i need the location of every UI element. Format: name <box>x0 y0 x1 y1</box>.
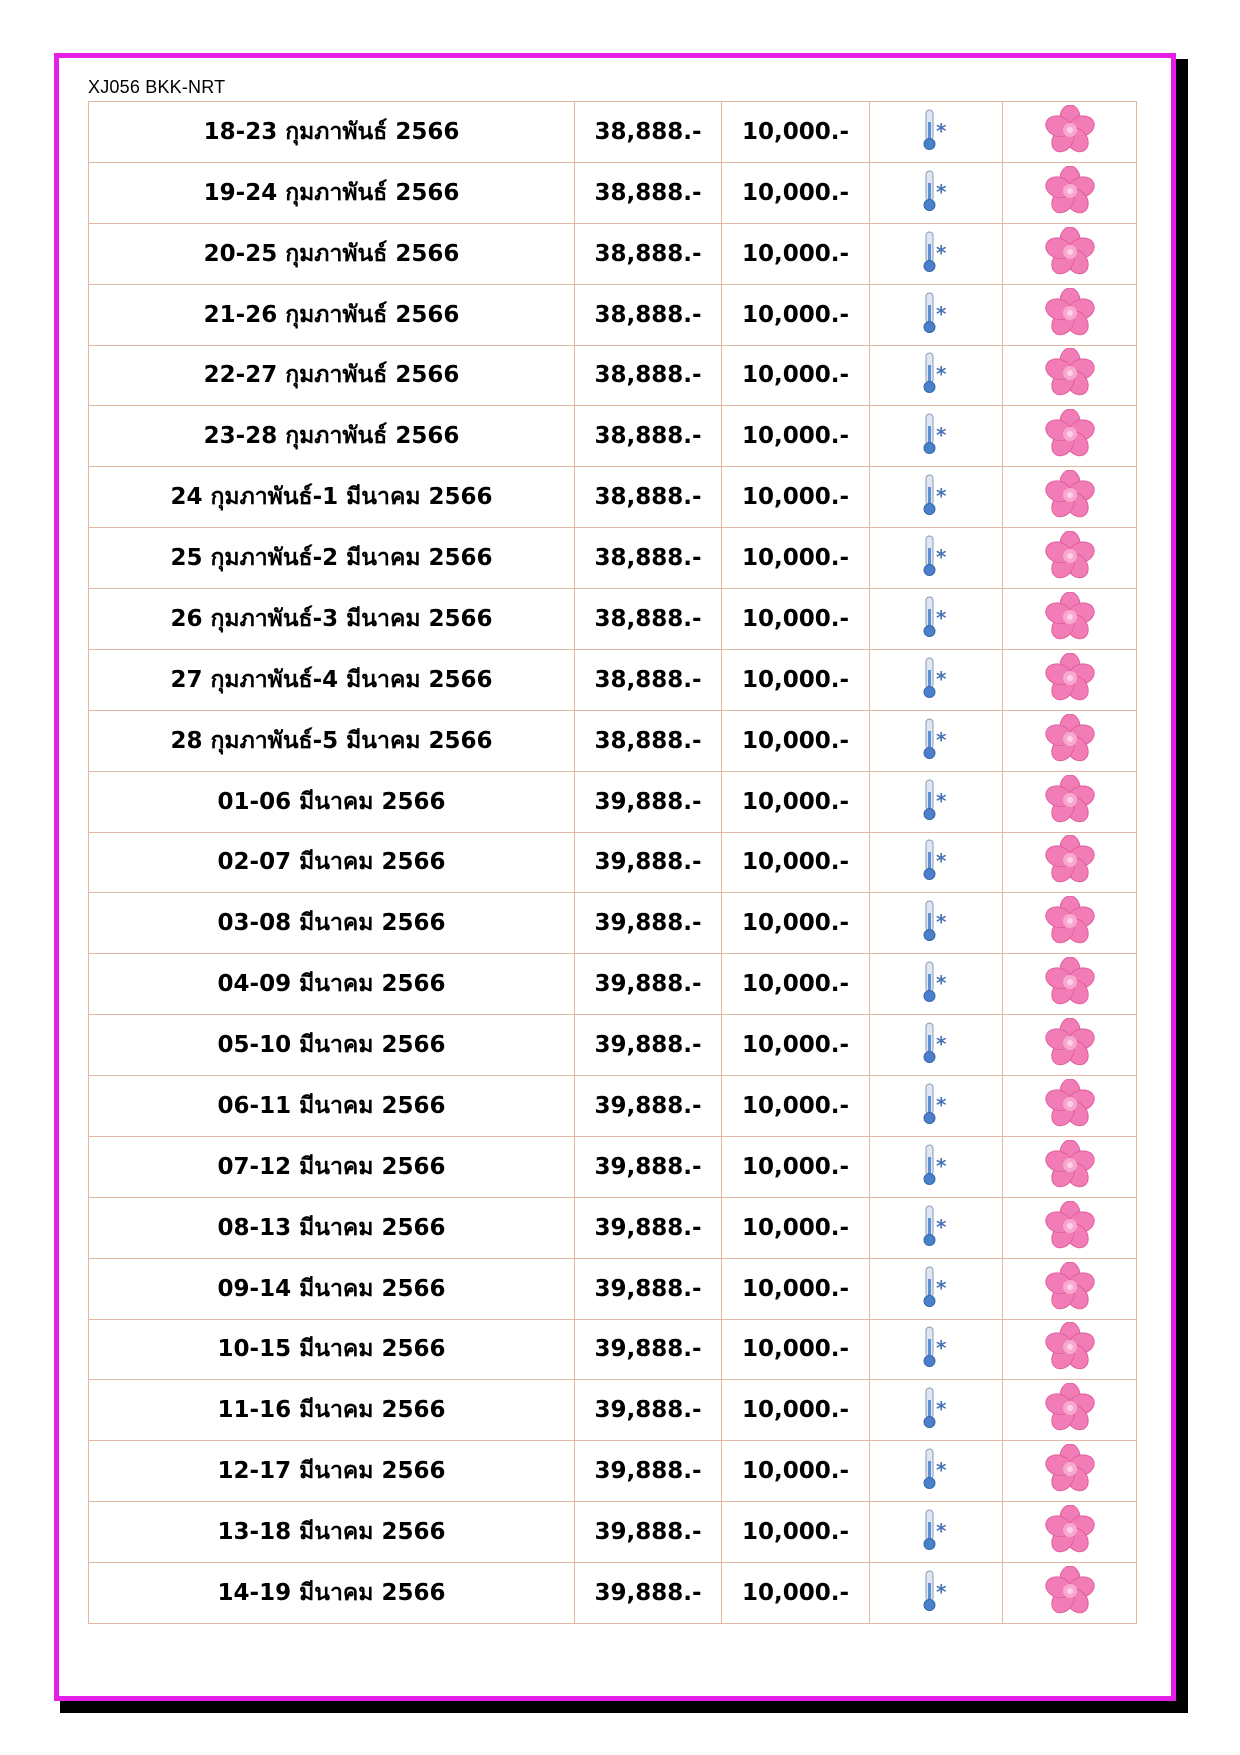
date-range-cell: 23-28 กุมภาพันธ์ 2566 <box>89 406 575 467</box>
cherry-blossom-icon <box>1045 1566 1095 1620</box>
price-cell: 38,888.- <box>575 710 722 771</box>
cherry-blossom-icon <box>1045 1201 1095 1255</box>
cherry-blossom-icon <box>1045 1140 1095 1194</box>
cherry-blossom-icon <box>1045 1322 1095 1376</box>
thermometer-snowflake-icon <box>920 412 952 460</box>
svg-text:*: * <box>936 179 947 204</box>
cherry-blossom-icon <box>1045 348 1095 402</box>
table-row <box>89 893 1137 954</box>
season-cell <box>870 1563 1003 1624</box>
date-range-cell: 22-27 กุมภาพันธ์ 2566 <box>89 345 575 406</box>
svg-text:*: * <box>936 484 947 509</box>
deposit-cell: 10,000.- <box>722 954 870 1015</box>
season-cell <box>870 1136 1003 1197</box>
season-cell <box>870 832 1003 893</box>
svg-text:*: * <box>936 788 947 813</box>
date-range-cell: 08-13 มีนาคม 2566 <box>89 1197 575 1258</box>
deposit-cell: 10,000.- <box>722 1258 870 1319</box>
date-range-cell: 03-08 มีนาคม 2566 <box>89 893 575 954</box>
svg-text:*: * <box>936 545 947 570</box>
deposit-cell: 10,000.- <box>722 284 870 345</box>
date-range-cell: 04-09 มีนาคม 2566 <box>89 954 575 1015</box>
blossom-cell <box>1003 1258 1137 1319</box>
svg-text:*: * <box>936 1275 947 1300</box>
blossom-cell <box>1003 284 1137 345</box>
deposit-cell: 10,000.- <box>722 893 870 954</box>
date-range-cell: 27 กุมภาพันธ์-4 มีนาคม 2566 <box>89 649 575 710</box>
cherry-blossom-icon <box>1045 896 1095 950</box>
price-cell: 38,888.- <box>575 589 722 650</box>
svg-text:*: * <box>936 1214 947 1239</box>
price-cell: 39,888.- <box>575 1015 722 1076</box>
price-cell: 38,888.- <box>575 284 722 345</box>
svg-text:*: * <box>936 240 947 265</box>
blossom-cell <box>1003 893 1137 954</box>
table-row <box>89 1563 1137 1624</box>
thermometer-snowflake-icon <box>920 473 952 521</box>
date-range-cell: 12-17 มีนาคม 2566 <box>89 1441 575 1502</box>
table-row <box>89 1441 1137 1502</box>
season-cell <box>870 589 1003 650</box>
price-cell: 39,888.- <box>575 1563 722 1624</box>
tour-code: XJ056 BKK-NRT <box>88 77 226 97</box>
table-row <box>89 710 1137 771</box>
table-row <box>89 162 1137 223</box>
thermometer-snowflake-icon <box>920 899 952 947</box>
season-cell <box>870 1380 1003 1441</box>
cherry-blossom-icon <box>1045 592 1095 646</box>
svg-text:*: * <box>936 1336 947 1361</box>
deposit-cell: 10,000.- <box>722 1076 870 1137</box>
season-cell <box>870 649 1003 710</box>
thermometer-snowflake-icon <box>920 1508 952 1556</box>
season-cell <box>870 1015 1003 1076</box>
table-row <box>89 223 1137 284</box>
svg-text:*: * <box>936 423 947 448</box>
thermometer-snowflake-icon <box>920 230 952 278</box>
thermometer-snowflake-icon <box>920 108 952 156</box>
season-cell <box>870 1076 1003 1137</box>
blossom-cell <box>1003 162 1137 223</box>
thermometer-snowflake-icon <box>920 534 952 582</box>
date-range-cell: 11-16 มีนาคม 2566 <box>89 1380 575 1441</box>
cherry-blossom-icon <box>1045 835 1095 889</box>
date-range-cell: 01-06 มีนาคม 2566 <box>89 771 575 832</box>
svg-text:*: * <box>936 301 947 326</box>
cherry-blossom-icon <box>1045 409 1095 463</box>
season-cell <box>870 893 1003 954</box>
date-range-cell: 20-25 กุมภาพันธ์ 2566 <box>89 223 575 284</box>
deposit-cell: 10,000.- <box>722 223 870 284</box>
date-range-cell: 10-15 มีนาคม 2566 <box>89 1319 575 1380</box>
thermometer-snowflake-icon <box>920 656 952 704</box>
table-row <box>89 1258 1137 1319</box>
blossom-cell <box>1003 954 1137 1015</box>
blossom-cell <box>1003 406 1137 467</box>
season-cell <box>870 284 1003 345</box>
svg-text:*: * <box>936 605 947 630</box>
blossom-cell <box>1003 467 1137 528</box>
table-row <box>89 102 1137 163</box>
date-range-cell: 28 กุมภาพันธ์-5 มีนาคม 2566 <box>89 710 575 771</box>
thermometer-snowflake-icon <box>920 778 952 826</box>
price-cell: 38,888.- <box>575 223 722 284</box>
thermometer-snowflake-icon <box>920 351 952 399</box>
thermometer-snowflake-icon <box>920 1325 952 1373</box>
departure-table-body <box>89 102 1137 1624</box>
cherry-blossom-icon <box>1045 288 1095 342</box>
cherry-blossom-icon <box>1045 105 1095 159</box>
table-row <box>89 1197 1137 1258</box>
blossom-cell <box>1003 771 1137 832</box>
date-range-cell: 24 กุมภาพันธ์-1 มีนาคม 2566 <box>89 467 575 528</box>
svg-text:*: * <box>936 910 947 935</box>
thermometer-snowflake-icon <box>920 1143 952 1191</box>
deposit-cell: 10,000.- <box>722 162 870 223</box>
thermometer-snowflake-icon <box>920 1265 952 1313</box>
cherry-blossom-icon <box>1045 957 1095 1011</box>
season-cell <box>870 1319 1003 1380</box>
price-cell: 39,888.- <box>575 1136 722 1197</box>
season-cell <box>870 1502 1003 1563</box>
blossom-cell <box>1003 1563 1137 1624</box>
season-cell <box>870 771 1003 832</box>
price-cell: 38,888.- <box>575 528 722 589</box>
price-cell: 39,888.- <box>575 771 722 832</box>
svg-text:*: * <box>936 1458 947 1483</box>
table-row <box>89 1015 1137 1076</box>
date-range-cell: 14-19 มีนาคม 2566 <box>89 1563 575 1624</box>
deposit-cell: 10,000.- <box>722 649 870 710</box>
table-row <box>89 589 1137 650</box>
blossom-cell <box>1003 589 1137 650</box>
season-cell <box>870 1258 1003 1319</box>
date-range-cell: 26 กุมภาพันธ์-3 มีนาคม 2566 <box>89 589 575 650</box>
svg-text:*: * <box>936 362 947 387</box>
blossom-cell <box>1003 1136 1137 1197</box>
blossom-cell <box>1003 1502 1137 1563</box>
deposit-cell: 10,000.- <box>722 1441 870 1502</box>
season-cell <box>870 223 1003 284</box>
thermometer-snowflake-icon <box>920 1447 952 1495</box>
cherry-blossom-icon <box>1045 1444 1095 1498</box>
price-cell: 39,888.- <box>575 1441 722 1502</box>
price-cell: 39,888.- <box>575 1076 722 1137</box>
season-cell <box>870 1197 1003 1258</box>
season-cell <box>870 528 1003 589</box>
date-range-cell: 13-18 มีนาคม 2566 <box>89 1502 575 1563</box>
svg-text:*: * <box>936 849 947 874</box>
svg-text:*: * <box>936 1032 947 1057</box>
svg-text:*: * <box>936 1092 947 1117</box>
cherry-blossom-icon <box>1045 1383 1095 1437</box>
thermometer-snowflake-icon <box>920 291 952 339</box>
thermometer-snowflake-icon <box>920 595 952 643</box>
cherry-blossom-icon <box>1045 1505 1095 1559</box>
thermometer-snowflake-icon <box>920 960 952 1008</box>
thermometer-snowflake-icon <box>920 1569 952 1617</box>
cherry-blossom-icon <box>1045 653 1095 707</box>
svg-text:*: * <box>936 971 947 996</box>
blossom-cell <box>1003 1380 1137 1441</box>
deposit-cell: 10,000.- <box>722 1136 870 1197</box>
cherry-blossom-icon <box>1045 1018 1095 1072</box>
table-row <box>89 467 1137 528</box>
blossom-cell <box>1003 345 1137 406</box>
price-cell: 39,888.- <box>575 832 722 893</box>
svg-text:*: * <box>936 666 947 691</box>
departure-table <box>88 101 1137 1624</box>
thermometer-snowflake-icon <box>920 1021 952 1069</box>
thermometer-snowflake-icon <box>920 1386 952 1434</box>
deposit-cell: 10,000.- <box>722 1380 870 1441</box>
svg-text:*: * <box>936 1397 947 1422</box>
price-cell: 39,888.- <box>575 1380 722 1441</box>
price-cell: 39,888.- <box>575 893 722 954</box>
blossom-cell <box>1003 528 1137 589</box>
date-range-cell: 18-23 กุมภาพันธ์ 2566 <box>89 102 575 163</box>
deposit-cell: 10,000.- <box>722 102 870 163</box>
blossom-cell <box>1003 649 1137 710</box>
season-cell <box>870 162 1003 223</box>
svg-text:*: * <box>936 118 947 143</box>
cherry-blossom-icon <box>1045 1262 1095 1316</box>
table-row <box>89 345 1137 406</box>
deposit-cell: 10,000.- <box>722 1563 870 1624</box>
price-cell: 39,888.- <box>575 1197 722 1258</box>
svg-text:*: * <box>936 1519 947 1544</box>
price-cell: 38,888.- <box>575 649 722 710</box>
blossom-cell <box>1003 832 1137 893</box>
thermometer-snowflake-icon <box>920 1204 952 1252</box>
cherry-blossom-icon <box>1045 531 1095 585</box>
season-cell <box>870 102 1003 163</box>
table-row <box>89 649 1137 710</box>
blossom-cell <box>1003 1197 1137 1258</box>
table-row <box>89 1136 1137 1197</box>
table-row <box>89 954 1137 1015</box>
deposit-cell: 10,000.- <box>722 1197 870 1258</box>
date-range-cell: 05-10 มีนาคม 2566 <box>89 1015 575 1076</box>
date-range-cell: 06-11 มีนาคม 2566 <box>89 1076 575 1137</box>
season-cell <box>870 406 1003 467</box>
date-range-cell: 09-14 มีนาคม 2566 <box>89 1258 575 1319</box>
blossom-cell <box>1003 1319 1137 1380</box>
date-range-cell: 25 กุมภาพันธ์-2 มีนาคม 2566 <box>89 528 575 589</box>
deposit-cell: 10,000.- <box>722 528 870 589</box>
price-cell: 39,888.- <box>575 1502 722 1563</box>
svg-text:*: * <box>936 1580 947 1604</box>
thermometer-snowflake-icon <box>920 717 952 765</box>
season-cell <box>870 954 1003 1015</box>
date-range-cell: 02-07 มีนาคม 2566 <box>89 832 575 893</box>
price-cell: 38,888.- <box>575 345 722 406</box>
blossom-cell <box>1003 102 1137 163</box>
price-cell: 38,888.- <box>575 102 722 163</box>
season-cell <box>870 1441 1003 1502</box>
price-cell: 38,888.- <box>575 467 722 528</box>
table-row <box>89 1076 1137 1137</box>
deposit-cell: 10,000.- <box>722 467 870 528</box>
blossom-cell <box>1003 710 1137 771</box>
table-row <box>89 832 1137 893</box>
cherry-blossom-icon <box>1045 1079 1095 1133</box>
cherry-blossom-icon <box>1045 166 1095 220</box>
svg-text:*: * <box>936 727 947 752</box>
table-row <box>89 406 1137 467</box>
cherry-blossom-icon <box>1045 775 1095 829</box>
deposit-cell: 10,000.- <box>722 406 870 467</box>
deposit-cell: 10,000.- <box>722 1319 870 1380</box>
table-row <box>89 284 1137 345</box>
deposit-cell: 10,000.- <box>722 832 870 893</box>
table-row <box>89 528 1137 589</box>
cherry-blossom-icon <box>1045 227 1095 281</box>
date-range-cell: 19-24 กุมภาพันธ์ 2566 <box>89 162 575 223</box>
table-row <box>89 1380 1137 1441</box>
price-cell: 39,888.- <box>575 1319 722 1380</box>
price-cell: 38,888.- <box>575 162 722 223</box>
blossom-cell <box>1003 1015 1137 1076</box>
thermometer-snowflake-icon <box>920 1082 952 1130</box>
deposit-cell: 10,000.- <box>722 345 870 406</box>
thermometer-snowflake-icon <box>920 838 952 886</box>
date-range-cell: 21-26 กุมภาพันธ์ 2566 <box>89 284 575 345</box>
table-row <box>89 1502 1137 1563</box>
deposit-cell: 10,000.- <box>722 1015 870 1076</box>
thermometer-snowflake-icon <box>920 169 952 217</box>
deposit-cell: 10,000.- <box>722 589 870 650</box>
season-cell <box>870 467 1003 528</box>
blossom-cell <box>1003 1076 1137 1137</box>
table-row <box>89 771 1137 832</box>
deposit-cell: 10,000.- <box>722 771 870 832</box>
price-cell: 39,888.- <box>575 1258 722 1319</box>
deposit-cell: 10,000.- <box>722 710 870 771</box>
date-range-cell: 07-12 มีนาคม 2566 <box>89 1136 575 1197</box>
price-cell: 38,888.- <box>575 406 722 467</box>
table-row <box>89 1319 1137 1380</box>
blossom-cell <box>1003 223 1137 284</box>
season-cell <box>870 345 1003 406</box>
season-cell <box>870 710 1003 771</box>
svg-text:*: * <box>936 1153 947 1178</box>
cherry-blossom-icon <box>1045 714 1095 768</box>
cherry-blossom-icon <box>1045 470 1095 524</box>
price-cell: 39,888.- <box>575 954 722 1015</box>
blossom-cell <box>1003 1441 1137 1502</box>
deposit-cell: 10,000.- <box>722 1502 870 1563</box>
